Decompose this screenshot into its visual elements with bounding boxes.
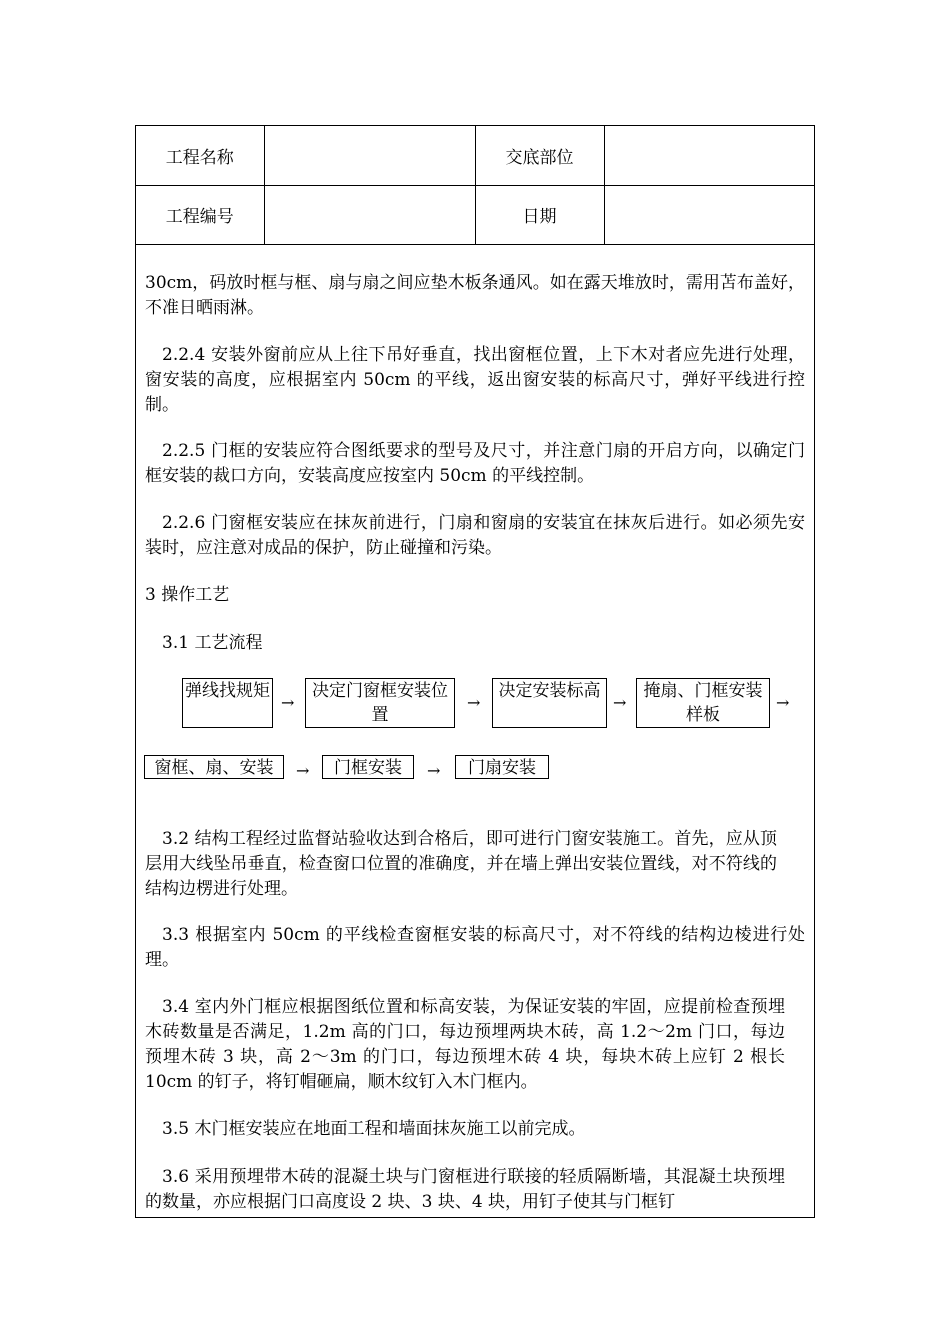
section-3-heading: 3 操作工艺 bbox=[145, 585, 230, 605]
project-no-label: 工程编号 bbox=[136, 185, 264, 244]
header-table bbox=[136, 126, 814, 245]
flow-step-6: 门框安装 bbox=[322, 755, 414, 779]
paragraph-3-5: 3.5 木门框安装应在地面工程和墙面抹灰施工以前完成。 bbox=[162, 1119, 586, 1139]
flow-arrow: → bbox=[281, 693, 295, 712]
project-no-field[interactable] bbox=[264, 185, 475, 244]
paragraph-2-2-4: 2.2.4 安装外窗前应从上往下吊好垂直，找出窗框位置，上下木对者应先进行处理，窗安装的高度，应根据室内 50cm 的平线，返出窗安装的标高尺寸，弹好平线进行控制。 bbox=[145, 345, 805, 415]
paragraph-2-2-6: 2.2.6 门窗框安装应在抹灰前进行，门扇和窗扇的安装宜在抹灰后进行。如必须先安装时，应注意对成品的保护，防止碰撞和污染。 bbox=[145, 513, 805, 558]
flow-arrow: → bbox=[427, 761, 441, 780]
section-3-1-heading: 3.1 工艺流程 bbox=[162, 633, 263, 653]
flow-step-2: 决定门窗框安装位置 bbox=[305, 678, 455, 728]
paragraph-continued: 30cm，码放时框与框、扇与扇之间应垫木板条通风。如在露天堆放时，需用苫布盖好，不准日晒雨淋。 bbox=[145, 273, 805, 318]
paragraph-3-6: 3.6 采用预埋带木砖的混凝土块与门窗框进行联接的轻质隔断墙，其混凝土块预埋的数量，亦应根据门口高度设 2 块、3 块、4 块，用钉子使其与门框钉 bbox=[145, 1167, 785, 1212]
flow-arrow: → bbox=[296, 761, 310, 780]
header-row-1 bbox=[136, 126, 814, 185]
handover-part-field[interactable] bbox=[604, 126, 814, 185]
paragraph-3-3: 3.3 根据室内 50cm 的平线检查窗框安装的标高尺寸，对不符线的结构边棱进行处理。 bbox=[145, 925, 805, 970]
paragraph-2-2-5: 2.2.5 门框的安装应符合图纸要求的型号及尺寸，并注意门扇的开启方向，以确定门框安装的裁口方向，安装高度应按室内 50cm 的平线控制。 bbox=[145, 441, 805, 486]
flow-arrow: → bbox=[776, 693, 790, 712]
flow-arrow: → bbox=[613, 693, 627, 712]
handover-part-label: 交底部位 bbox=[475, 126, 604, 185]
flow-step-5: 窗框、扇、安装 bbox=[144, 755, 284, 779]
flow-step-1: 弹线找规矩 bbox=[182, 678, 273, 728]
header-row-2 bbox=[136, 185, 814, 244]
date-field[interactable] bbox=[604, 185, 814, 244]
document-frame bbox=[135, 125, 815, 1218]
date-label: 日期 bbox=[475, 185, 604, 244]
flow-step-3: 决定安装标高 bbox=[492, 678, 607, 728]
flow-step-4: 掩扇、门框安装样板 bbox=[636, 678, 770, 728]
paragraph-3-2: 3.2 结构工程经过监督站验收达到合格后，即可进行门窗安装施工。首先，应从顶层用大线坠吊垂直，检查窗口位置的准确度，并在墙上弹出安装位置线，对不符线的结构边楞进行处理。 bbox=[145, 829, 777, 899]
paragraph-3-4: 3.4 室内外门框应根据图纸位置和标高安装，为保证安装的牢固，应提前检查预埋木砖数量是否满足，1.2m 高的门口，每边预埋两块木砖，高 1.2～2m 门口，每边预埋木砖 3 块，高 2～3m 的门口，每边预埋木砖 4 块，每块木砖上应钉 2 根长 10cm 的钉子，将钉帽砸扁，顺木纹钉入木门框内。 bbox=[145, 997, 785, 1092]
flow-step-7: 门扇安装 bbox=[455, 755, 549, 779]
project-name-field[interactable] bbox=[264, 126, 475, 185]
flow-arrow: → bbox=[467, 693, 481, 712]
project-name-label: 工程名称 bbox=[136, 126, 264, 185]
content-body bbox=[136, 247, 814, 1217]
